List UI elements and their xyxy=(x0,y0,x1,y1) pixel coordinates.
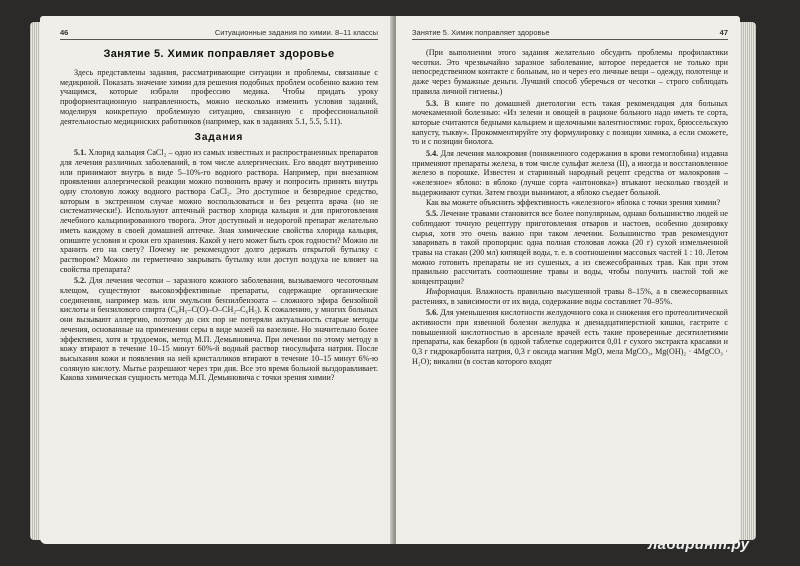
intro-paragraph: Здесь представлены задания, рассматривающие ситуации и проблемы, связанные с медициной. Показать значение химии для решения подобных проблем особенно важно тем учащимся, которые избрали профессию медика. Чтобы придать уроку профориентационную направленность, можно несколько изменить условия заданий, моделируя конкретную проблемную ситуацию, связанную с профессиональной деятельностью медицинских работников (например, как в заданиях 5.1, 5.5, 5.11). xyxy=(60,68,378,126)
open-book xyxy=(40,8,760,548)
tasks-heading: Задания xyxy=(194,132,244,144)
continuation-paragraph: (При выполнении этого задания желательно обсудить проблемы профилактики чесотки. Это чрезвычайно заразное заболевание, которое передается не только при непосредственном контакте с больным, но и через его личные вещи – одежду, полотенце и даже через бумажные деньги. Лучший способ уберечься от чесотки – строго соблюдать правила личной гигиены.) xyxy=(412,48,728,96)
task-5-3 xyxy=(412,99,728,148)
watermark-logo: лабиринт.ру xyxy=(648,536,750,553)
lesson-title: Занятие 5. Химик поправляет здоровье xyxy=(103,48,335,60)
task-text: Лечение травами становится все более популярным, однако большинство людей не соблюдают точную рецептуру приготовления отваров и настоев, особенно дозировку сырья, хотя это очень важно при таком лечении. Большинство трав рекомендуют заваривать в такой пропорции: одна полная столовая ложка (20 г) сухой измельченной травы на стакан (200 мл) кипящей воды, т. е. в соотношении массовых частей 1 : 10. Летом можно готовить препараты не из сушеных, а из свежесобранных трав. Как при этом правильно рассчитать соотношение травы и воды, чтобы получить настой той же концентрации? xyxy=(412,209,728,287)
right-running-header xyxy=(412,28,728,40)
task-text: Для лечения чесотки – заразного кожного заболевания, вызываемого чесоточным клещом, существуют высокоэффективные препараты, содержащие органические соединения, например мазь или эмульсия бензилбензоата – сложного эфира бензойной кислоты и бензилового спирта (C₆H₅–C(O)–O–CH₂–C₆H₅). К сожалению, у многих больных они вызывают аллергию, поэтому до сих пор не потеряли актуальность старые методы лечения, основанные на применении серы в виде мазей на вазелине. Но значительно более эффективен, хотя и трудоемок, метод М.П. Демьяновича. При лечении по этому методу в кожу втирают в течение 10–15 минут 60%-й водный раствор тиосульфата натрия. После высыхания кожи и появления на ней кристалликов втирают в течение 10–15 минут 6%-ю соляную кислоту. Мытье разрешают через три дня. Все это время больной выздоравливает. Какова химическая сущность метода М.П. Демьяновича с точки зрения химии? xyxy=(60,276,378,383)
info-label: Информация. xyxy=(426,286,473,296)
task-text: Для лечения малокровия (пониженного содержания в крови гемоглобина) издавна применяют препараты железа, в том числе сульфат железа (II), а иногда и восстановленное железо в порошке. Известен и старинный народный рецепт средства от малокровия – «железное» яблоко: в яблоко (лучше сорта «антоновка») втыкают несколько гвоздей и выдерживают сутки. Затем гвозди вынимают, а яблоко съедает больной. xyxy=(412,149,728,197)
right-page-number: 47 xyxy=(719,28,728,37)
task-5-4 xyxy=(412,149,728,198)
task-text: Хлорид кальция CaCl₂ – одно из самых известных и распространенных препаратов для лечения различных заболеваний, в том числе аллергических. Его вводят внутривенно или принимают внутрь в виде 5–10%-го водного раствора. Например, при внезапном проявлении аллергической реакции можно позвонить врачу и попросить принять внутрь одну столовую ложку водного раствора CaCl₂. Это доступное и безвредное средство, которым в экстренном случае можно воспользоваться и без рецепта врача (но не систематически!). Используют аптечный раствор хлорида кальция и для приготовления лечебного кальцинированного творога. Этот доступный и недорогой препарат желательно иметь каждому в своей домашней аптечке. Зная химические свойства хлорида кальция, опишите условия и сроки его хранения. Какой у него может быть срок годности? Можно ли хранить его на свету? Почему не рекомендуют долго держать открытой бутылку с раствором? Можно ли герметично закрывать бутылку или доступ воздуха не влияет на свойства препарата? xyxy=(60,148,379,274)
task-number: 5.6. xyxy=(426,308,439,318)
info-note xyxy=(412,287,728,306)
task-5-6 xyxy=(412,308,728,366)
task-number: 5.4. xyxy=(426,149,439,159)
task-5-1 xyxy=(60,148,378,274)
right-page-edges xyxy=(740,22,756,540)
task-5-2 xyxy=(60,276,378,383)
left-running-header xyxy=(60,28,378,40)
task-number: 5.2. xyxy=(74,276,87,286)
task-number: 5.1. xyxy=(74,148,87,158)
right-header-title: Занятие 5. Химик поправляет здоровье xyxy=(412,28,550,37)
left-page xyxy=(40,16,392,544)
left-page-number: 46 xyxy=(60,28,69,37)
task-text: Для уменьшения кислотности желудочного сока и снижения его протеолитической активности при язвенной болезни желудка и двенадцатиперстной кишки, гастрите с повышенной кислотностью в арсенале врачей есть такие проверенные десятилетиями препараты, как бекарбон (в одной таблетке содержится 0,01 г сухого экстракта красавки и 0,3 г гидрокарбоната натрия, 0,3 г оксида магния MgO, мела MgCO₃, Mg(OH)₂ · 4MgCO₃ · H₂O); викалин (в состав которого входят xyxy=(412,308,728,366)
task-5-4-question: Как вы можете объяснить эффективность «железного» яблока с точки зрения химии? xyxy=(426,197,721,207)
task-number: 5.3. xyxy=(426,98,439,108)
right-page xyxy=(396,16,740,544)
left-header-title: Ситуационные задания по химии. 8–11 классы xyxy=(214,28,378,37)
info-text: Влажность правильно высушенной травы 8–15%, а в свежесорванных растениях, в зависимости от их вида, содержание воды составляет 70–95%. xyxy=(412,286,728,306)
task-number: 5.5. xyxy=(426,209,439,219)
task-5-5 xyxy=(412,209,728,287)
task-text: В книге по домашней диетологии есть такая рекомендация для больных мочекаменной болезнью: «Из зелени и овощей в рационе больного надо иметь те сорта, которые считаются бедными кальцием и щелочными валентностями: горох, брюссельскую капусту, тыкву». Прокомментируйте эту формулировку с позиции химика, а если сможете, то и с позиции биолога. xyxy=(412,98,728,147)
